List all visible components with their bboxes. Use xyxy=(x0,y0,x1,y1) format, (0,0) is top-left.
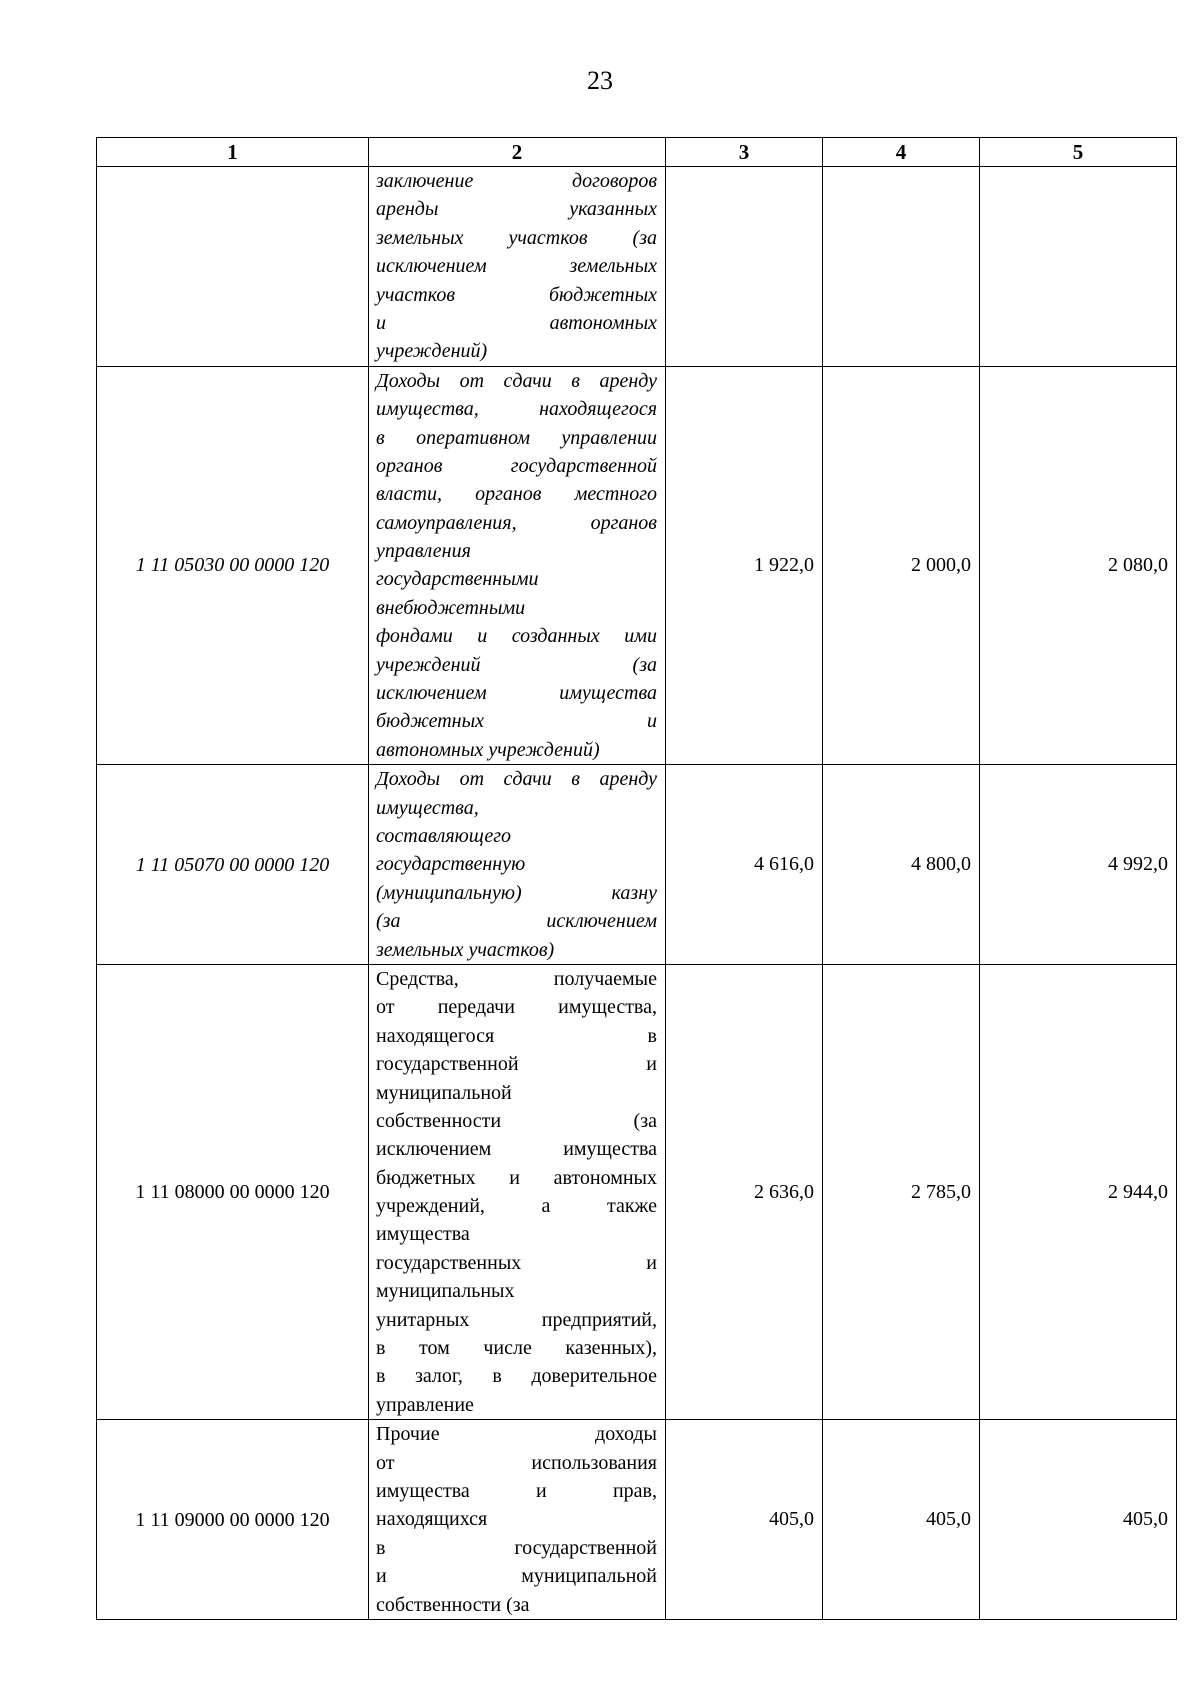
description-line: унитарных предприятий, xyxy=(376,1308,657,1331)
description-line: органов государственной xyxy=(376,454,657,477)
row-code: 1 11 05030 00 0000 120 xyxy=(97,366,369,764)
description-line: в том числе казенных), xyxy=(376,1337,657,1360)
description-line: земельных участков) xyxy=(376,938,555,961)
table-row xyxy=(97,167,1177,367)
row-value-col4: 2 785,0 xyxy=(823,964,980,1419)
description-line: от передачи имущества, xyxy=(376,996,657,1019)
row-value-col3: 1 922,0 xyxy=(666,366,823,764)
description-line: государственную xyxy=(376,853,526,876)
description-line: (муниципальную) казну xyxy=(376,881,657,904)
description-line: и автономных xyxy=(376,311,657,334)
description-line: бюджетных и автономных xyxy=(376,1166,657,1189)
description-line: внебюджетными xyxy=(376,596,526,619)
description-line: (за исключением xyxy=(376,910,657,933)
row-value-col5: 4 992,0 xyxy=(980,765,1177,965)
row-description xyxy=(369,167,666,367)
description-line: учреждений, а также xyxy=(376,1195,657,1218)
row-value-col5: 2 080,0 xyxy=(980,366,1177,764)
description-line: муниципальной xyxy=(376,1081,512,1104)
row-description xyxy=(369,1420,666,1620)
description-line: государственных и xyxy=(376,1251,657,1274)
row-value-col3 xyxy=(666,167,823,367)
description-line: власти, органов местного xyxy=(376,483,657,506)
description-line: управления xyxy=(376,540,471,563)
row-value-col5: 405,0 xyxy=(980,1420,1177,1620)
description-line: Доходы от сдачи в аренду xyxy=(376,768,657,791)
table-row xyxy=(97,964,1177,1419)
description-line: имущества и прав, xyxy=(376,1479,657,1502)
table-header-row xyxy=(97,138,1177,167)
description-line: в залог, в доверительное xyxy=(376,1365,657,1388)
description-line: автономных учреждений) xyxy=(376,738,600,761)
column-header-5: 5 xyxy=(980,138,1177,167)
row-value-col3: 405,0 xyxy=(666,1420,823,1620)
table-row xyxy=(97,366,1177,764)
description-line: собственности (за xyxy=(376,1109,657,1132)
row-code xyxy=(97,167,369,367)
description-line: находящихся xyxy=(376,1508,488,1531)
description-line: исключением имущества xyxy=(376,682,657,705)
description-line: собственности (за xyxy=(376,1593,530,1616)
description-line: в государственной xyxy=(376,1536,657,1559)
column-header-1: 1 xyxy=(97,138,369,167)
row-code: 1 11 08000 00 0000 120 xyxy=(97,964,369,1419)
description-line: участков бюджетных xyxy=(376,283,657,306)
description-line: имущества, находящегося xyxy=(376,398,657,421)
description-line: от использования xyxy=(376,1451,657,1474)
row-code: 1 11 05070 00 0000 120 xyxy=(97,765,369,965)
description-line: аренды указанных xyxy=(376,198,657,221)
row-value-col5: 2 944,0 xyxy=(980,964,1177,1419)
description-line: муниципальных xyxy=(376,1280,515,1303)
description-line: Прочие доходы xyxy=(376,1423,657,1446)
description-line: находящегося в xyxy=(376,1024,657,1047)
description-line: государственными xyxy=(376,568,539,591)
row-value-col4: 2 000,0 xyxy=(823,366,980,764)
description-line: земельных участков (за xyxy=(376,226,657,249)
row-description xyxy=(369,366,666,764)
description-line: имущества, xyxy=(376,796,479,819)
row-value-col3: 2 636,0 xyxy=(666,964,823,1419)
description-line: фондами и созданных ими xyxy=(376,625,657,648)
column-header-2: 2 xyxy=(369,138,666,167)
row-description xyxy=(369,964,666,1419)
row-description xyxy=(369,765,666,965)
row-code: 1 11 09000 00 0000 120 xyxy=(97,1420,369,1620)
description-line: учреждений (за xyxy=(376,653,657,676)
description-line: управление xyxy=(376,1393,474,1416)
row-value-col4 xyxy=(823,167,980,367)
table-row xyxy=(97,765,1177,965)
description-line: исключением земельных xyxy=(376,255,657,278)
description-line: учреждений) xyxy=(376,340,488,363)
description-line: исключением имущества xyxy=(376,1138,657,1161)
page-number: 23 xyxy=(587,66,613,95)
description-line: в оперативном управлении xyxy=(376,426,657,449)
revenue-table xyxy=(96,137,1177,1620)
description-line: Доходы от сдачи в аренду xyxy=(376,369,657,392)
description-line: бюджетных и xyxy=(376,710,657,733)
description-line: имущества xyxy=(376,1223,470,1246)
description-line: самоуправления, органов xyxy=(376,511,657,534)
description-line: заключение договоров xyxy=(376,170,657,192)
column-header-3: 3 xyxy=(666,138,823,167)
row-value-col4: 4 800,0 xyxy=(823,765,980,965)
row-value-col5 xyxy=(980,167,1177,367)
column-header-4: 4 xyxy=(823,138,980,167)
row-value-col3: 4 616,0 xyxy=(666,765,823,965)
description-line: Средства, получаемые xyxy=(376,967,657,990)
description-line: государственной и xyxy=(376,1053,657,1076)
description-line: составляющего xyxy=(376,824,512,847)
table-row xyxy=(97,1420,1177,1620)
row-value-col4: 405,0 xyxy=(823,1420,980,1620)
description-line: и муниципальной xyxy=(376,1565,657,1588)
